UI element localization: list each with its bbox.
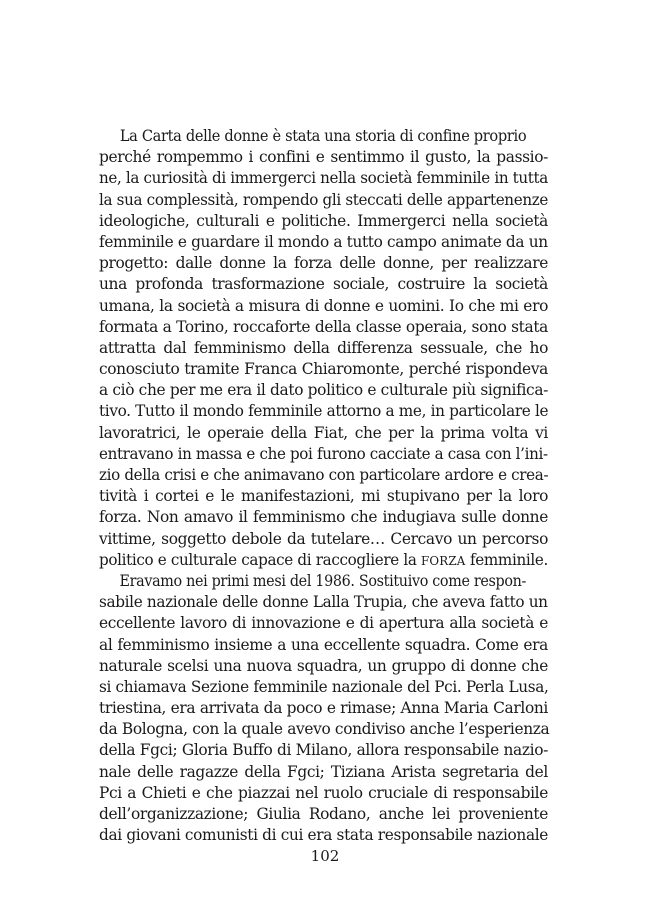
text-line: Pci a Chieti e che piazzai nel ruolo cruciale di responsabile bbox=[99, 783, 548, 802]
text-line: triestina, era arrivata da poco e rimase; Anna Maria Carloni bbox=[99, 699, 548, 718]
text-line: da Bologna, con la quale avevo condiviso anche l’esperienza bbox=[99, 720, 550, 739]
text-line: dell’organizzazione; Giulia Rodano, anche lei proveniente bbox=[99, 805, 548, 823]
text-line: ne, la curiosità di immergerci nella società femminile in tutta bbox=[99, 169, 548, 188]
text-line: perché rompemmo i confini e sentimmo il gusto, la passio- bbox=[99, 148, 548, 167]
text-line: attratta dal femminismo della differenza sessuale, che ho bbox=[99, 338, 548, 357]
text-line: umana, la società a misura di donne e uomini. Io che mi ero bbox=[99, 296, 548, 315]
text-line: della Fgci; Gloria Buffo di Milano, allora responsabile nazio- bbox=[99, 741, 548, 760]
text-line: politico e culturale capace di raccogliere la FORZA femminile. bbox=[99, 550, 548, 569]
text-line: al femminismo insieme a una eccellente squadra. Come era bbox=[99, 635, 548, 654]
text-line: formata a Torino, roccaforte della classe operaia, sono stata bbox=[99, 317, 548, 336]
text-line: la sua complessità, rompendo gli steccati delle appartenenze bbox=[99, 190, 549, 209]
text-line: Eravamo nei primi mesi del 1986. Sostituivo come respon- bbox=[119, 571, 527, 590]
paragraph-2 bbox=[99, 571, 548, 846]
text-line: si chiamava Sezione femminile nazionale del Pci. Perla Lusa, bbox=[99, 677, 549, 696]
text-line: vittime, soggetto debole da tutelare… Cercavo un percorso bbox=[99, 529, 548, 548]
text-line: tività i cortei e le manifestazioni, mi stupivano per la loro bbox=[99, 487, 548, 506]
body-text bbox=[99, 126, 548, 846]
text-line: lavoratrici, le operaie della Fiat, che per la prima volta vi bbox=[99, 423, 548, 442]
text-line: La Carta delle donne è stata una storia di confine proprio bbox=[119, 127, 527, 145]
text-line: a ciò che per me era il dato politico e culturale più significa- bbox=[99, 381, 548, 400]
text-line: tivo. Tutto il mondo femminile attorno a me, in particolare le bbox=[99, 402, 549, 421]
paragraph-1 bbox=[99, 126, 548, 571]
text-line: eccellente lavoro di innovazione e di apertura alla società e bbox=[99, 614, 548, 633]
text-line: una profonda trasformazione sociale, costruire la società bbox=[99, 275, 548, 294]
text-line: nale delle ragazze della Fgci; Tiziana Arista segretaria del bbox=[99, 762, 548, 781]
text-line: conosciuto tramite Franca Chiaromonte, perché rispondeva bbox=[99, 360, 548, 379]
small-caps-word: FORZA bbox=[421, 553, 466, 568]
text-line: dai giovani comunisti di cui era stata responsabile nazionale bbox=[99, 826, 548, 845]
text-line: sabile nazionale delle donne Lalla Trupia, che aveva fatto un bbox=[99, 593, 548, 612]
text-line: femminile e guardare il mondo a tutto campo animate da un bbox=[99, 232, 548, 251]
text-line: entravano in massa e che poi furono cacciate a casa con l’ini- bbox=[99, 444, 548, 463]
text-line: progetto: dalle donne la forza delle donne, per realizzare bbox=[99, 254, 548, 273]
page-number: 102 bbox=[310, 847, 340, 865]
text-line: ideologiche, culturali e politiche. Immergerci nella società bbox=[99, 211, 548, 230]
text-line: forza. Non amavo il femminismo che indugiava sulle donne bbox=[99, 508, 548, 527]
text-line: zio della crisi e che animavano con particolare ardore e crea- bbox=[99, 466, 549, 484]
text-line: naturale scelsi una nuova squadra, un gruppo di donne che bbox=[99, 656, 548, 675]
